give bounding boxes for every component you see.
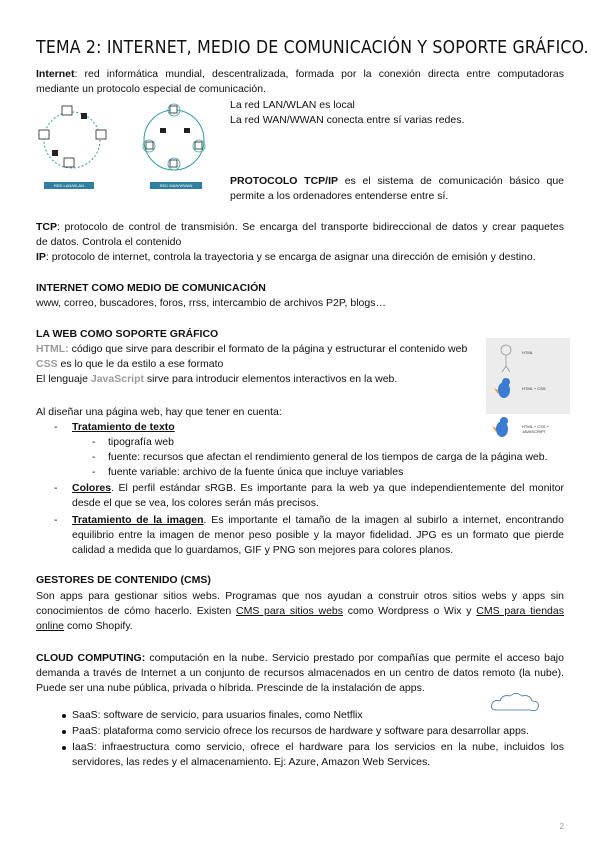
lan-badge: RED LAN/WLAN: [44, 182, 94, 189]
html-line: [36, 342, 467, 358]
js-pre: El lenguaje: [36, 373, 91, 385]
texto-item: fuente: recursos que afectan el rendimiento general de los tiempos de carga de la página web.: [108, 451, 548, 463]
cloud-line1: [36, 651, 564, 667]
cms-link-tiendas[interactable]: CMS para tiendas: [476, 605, 564, 617]
wan-diagram: [143, 104, 205, 170]
cloud-text1: computación en la nube. Servicio prestado por compañías que permite el acceso bajo: [145, 652, 564, 664]
bullet-dot: [62, 714, 66, 718]
label-html-css: HTML + CSS: [522, 386, 546, 391]
internet-definition-line1: [36, 67, 564, 83]
label-html: HTML: [522, 350, 533, 355]
lan-text: La red LAN/WLAN es local: [230, 99, 355, 111]
page-number: 2: [559, 822, 564, 831]
dino-js: [490, 414, 514, 440]
cms-heading: GESTORES DE CONTENIDO (CMS): [36, 574, 211, 586]
css-term: CSS: [36, 358, 58, 370]
tcp-term: TCP: [36, 221, 57, 233]
dash-marker: -: [92, 451, 96, 463]
colores-line2: desde el que se vea, los colores serán más precisos.: [72, 497, 319, 509]
ip-line: [36, 250, 536, 266]
cms-text2b: como Wordpress o Wix y: [343, 605, 477, 617]
cms-line2: [36, 604, 564, 620]
web-intro: Al diseñar una página web, hay que tener en cuenta:: [36, 406, 282, 418]
ip-text: : protocolo de internet, controla la trayectoria y se encarga de asignar una dirección de emisión y destino.: [45, 251, 536, 263]
dino-css: [494, 378, 510, 398]
cloud-item-iaas-cont: servidores, las redes y el almacenamiento. Ej: Azure, Amazon Web Services.: [72, 756, 431, 768]
cloud-line3: Puede ser una nube pública, privada o híbrida. Prescinde de la instalación de apps.: [36, 682, 425, 694]
texto-item: fuente variable: archivo de la fuente única que incluye variables: [108, 466, 404, 478]
html-term: HTML:: [36, 343, 69, 355]
protocol-line2: permite a los ordenadores entenderse entre sí.: [230, 190, 449, 202]
dash-marker: -: [54, 514, 58, 526]
imagen-line2: equilibrio entre la imagen de menor peso posible y la mayor fidelidad. JPG es un formato que pierde: [72, 529, 564, 541]
colores-line1: [72, 481, 564, 497]
medio-heading: INTERNET COMO MEDIO DE COMUNICACIÓN: [36, 282, 266, 294]
colores-text1: . El perfil estándar sRGB. Es importante para la web ya que independientemente del monitor: [111, 482, 564, 494]
wan-text: La red WAN/WWAN conecta entre sí varias redes.: [230, 114, 465, 126]
js-line: [36, 372, 397, 388]
web-heading: LA WEB COMO SOPORTE GRÁFICO: [36, 328, 219, 340]
tcp-line1: [36, 220, 564, 236]
cms-line1: Son apps para gestionar sitios webs. Programas que nos ayudan a construir otros sitios webs y apps sin: [36, 590, 564, 602]
cloud-item-saas: SaaS: software de servicio, para usuarios finales, como Netflix: [72, 709, 363, 721]
internet-definition-line2: mediante un protocolo especial de comunicación.: [36, 83, 266, 95]
cms-text2a: conocimientos de cómo hacerlo. Existen: [36, 605, 236, 617]
cloud-item-iaas: IaaS: infraestructura como servicio, ofrece el hardware para los servicios en la nube, incluidos los: [72, 741, 564, 753]
internet-term: Internet: [36, 68, 75, 80]
cloud-icon: [488, 690, 544, 716]
imagen-text1: . Es importante el tamaño de la imagen al subirlo a internet, encontrando: [203, 514, 564, 526]
cloud-item-paas: PaaS: plataforma como servicio ofrece los recursos de hardware y software para desarrollar apps.: [72, 725, 529, 737]
web-layers-illustration: [486, 338, 570, 414]
js-post: sirve para introducir elementos interactivos en la web.: [144, 373, 398, 385]
ip-term: IP: [36, 251, 46, 263]
cloud-term: CLOUD COMPUTING:: [36, 652, 146, 664]
colores-term: Colores: [72, 482, 112, 494]
dash-marker: -: [54, 421, 58, 433]
texto-heading: Tratamiento de texto: [72, 421, 175, 433]
html-text: código que sirve para describir el formato de la página y estructurar el contenido web: [68, 343, 468, 355]
imagen-term: Tratamiento de la imagen: [72, 514, 204, 526]
dash-marker: -: [54, 482, 58, 494]
wan-badge: RED WAN/WWAN: [150, 182, 202, 189]
tcp-line2: de datos. Controla el contenido: [36, 236, 182, 248]
js-term: JavaScript: [90, 373, 144, 385]
page-title: TEMA 2: INTERNET, MEDIO DE COMUNICACIÓN Y SOPORTE GRÁFICO.: [36, 38, 589, 58]
label-html-css-js: HTML + CSS + JAVASCRIPT: [522, 424, 549, 434]
protocol-term: PROTOCOLO TCP/IP: [230, 175, 339, 187]
dash-marker: -: [92, 466, 96, 478]
internet-def-text1: : red informática mundial, descentralizada, formada por la conexión directa entre computadoras: [74, 68, 564, 80]
protocol-line1: [230, 174, 564, 190]
lan-diagram: [39, 106, 106, 168]
tcp-text1: : protocolo de control de transmisión. Se encarga del transporte bidireccional de datos y crear paquetes: [57, 221, 564, 233]
css-text: es lo que le da estilo a ese formato: [57, 358, 224, 370]
medio-text: www, correo, buscadores, foros, rrss, intercambio de archivos P2P, blogs…: [36, 297, 386, 309]
dino-html-sketch: [501, 345, 511, 372]
dash-marker: -: [92, 436, 96, 448]
cms-link-webs[interactable]: CMS para sitios webs: [235, 605, 343, 617]
imagen-line3: calidad a medida que lo guardamos, GIF y PNG son mejores para colores planos.: [72, 544, 454, 556]
bullet-dot: [62, 730, 66, 734]
bullet-dot: [62, 746, 66, 750]
cms-text3: como Shopify.: [64, 620, 133, 632]
css-line: [36, 357, 223, 373]
imagen-line1: [72, 513, 564, 529]
cloud-line2: demanda a través de Internet a un conjunto de recursos almacenados en un centro de datos remoto (la nube).: [36, 667, 564, 679]
cms-link-online[interactable]: online: [36, 620, 65, 632]
protocol-text1: es el sistema de comunicación básico que: [338, 175, 565, 187]
cms-line3: [36, 619, 133, 635]
texto-item: tipografía web: [108, 436, 174, 448]
